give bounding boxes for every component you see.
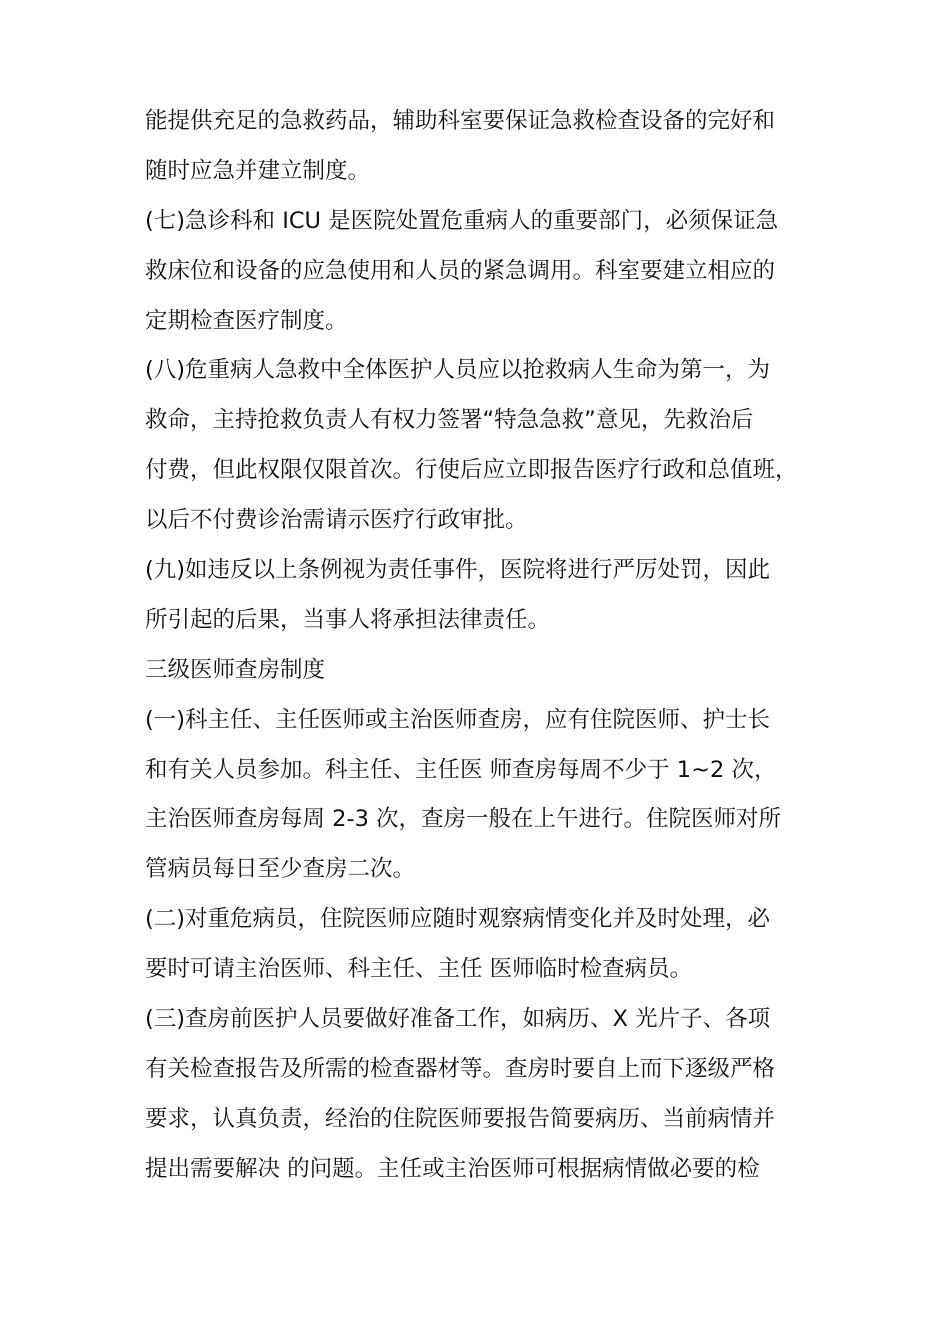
- text-line: 要求，认真负责，经治的住院医师要报告简要病历、当前病情并: [145, 1105, 776, 1132]
- text-line: (八)危重病人急救中全体医护人员应以抢救病人生命为第一，为: [145, 357, 771, 384]
- text-line: 以后不付费诊治需请示医疗行政审批。: [145, 507, 528, 534]
- text-line: 和有关人员参加。科主任、主任医 师查房每周不少于 1~2 次，: [145, 756, 777, 783]
- text-line: 能提供充足的急救药品，辅助科室要保证急救检查设备的完好和: [145, 108, 776, 134]
- text-line: 主治医师查房每周 2-3 次，查房一般在上午进行。住院医师对所: [145, 806, 782, 833]
- text-line: 救床位和设备的应急使用和人员的紧急调用。科室要建立相应的: [145, 257, 776, 284]
- text-line: 有关检查报告及所需的检查器材等。查房时要自上而下逐级严格: [145, 1055, 776, 1082]
- text-line: 随时应急并建立制度。: [145, 157, 371, 184]
- text-line: 定期检查医疗制度。: [145, 307, 348, 334]
- text-line: (七)急诊科和 ICU 是医院处置危重病人的重要部门，必须保证急: [145, 207, 779, 234]
- text-line: 付费，但此权限仅限首次。行使后应立即报告医疗行政和总值班，: [145, 457, 798, 484]
- text-line: 救命，主持抢救负责人有权力签署“特急急救”意见，先救治后: [145, 407, 754, 434]
- text-line: (二)对重危病员，住院医师应随时观察病情变化并及时处理，必: [145, 906, 771, 933]
- text-line: 要时可请主治医师、科主任、主任 医师临时检查病员。: [145, 956, 693, 983]
- document-body: [145, 97, 825, 1195]
- section-heading: 三级医师查房制度: [145, 656, 326, 683]
- text-line: (三)查房前医护人员要做好准备工作，如病历、X 光片子、各项: [145, 1006, 771, 1033]
- text-line: (九)如违反以上条例视为责任事件，医院将进行严厉处罚，因此: [145, 557, 771, 584]
- text-line: 管病员每日至少查房二次。: [145, 856, 416, 883]
- text-line: 所引起的后果，当事人将承担法律责任。: [145, 606, 551, 633]
- text-line: (一)科主任、主任医师或主治医师查房，应有住院医师、护士长: [145, 706, 771, 733]
- text-line: 提出需要解决 的问题。主任或主治医师可根据病情做必要的检: [145, 1155, 760, 1182]
